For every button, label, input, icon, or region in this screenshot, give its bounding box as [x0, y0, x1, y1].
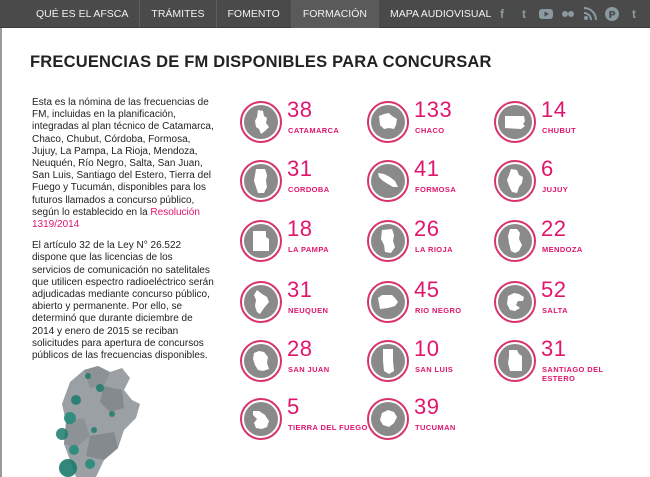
- province-badge: [367, 340, 409, 382]
- nav-item-mapa-audiovisual[interactable]: MAPA AUDIOVISUAL: [389, 8, 492, 20]
- cordoba-map-icon: [251, 167, 271, 195]
- rio-negro-map-icon: [378, 288, 398, 316]
- jujuy-map-icon: [505, 167, 525, 195]
- svg-text:P: P: [608, 10, 616, 21]
- intro-paragraph-2: El artículo 32 de la Ley N° 26.522 dispone que las licencias de los servicios de comunicación no satelitales que utilicen espectro radioeléctrico serán adjudicadas mediante concurso público, abierto y permanente. Por ello, se determinó que durante diciembre de 2014 y enero de 2015 se reciban solicitudes para apertura de concursos públicos de las frecuencias disponibles.: [32, 240, 214, 362]
- tumblr-icon[interactable]: t: [632, 7, 636, 21]
- province-count: 22: [541, 216, 567, 241]
- top-nav-bar: [0, 0, 650, 28]
- province-badge: [494, 340, 536, 382]
- province-count: 31: [287, 156, 313, 181]
- resolucion-link[interactable]: Resolución 1319/2014: [32, 206, 200, 231]
- facebook-icon[interactable]: f: [500, 7, 504, 21]
- province-name: MENDOZA: [542, 245, 583, 254]
- province-card-rio-negro[interactable]: [367, 277, 491, 331]
- province-badge: [494, 220, 536, 262]
- province-name: SAN JUAN: [288, 365, 330, 374]
- province-count: 38: [287, 97, 313, 122]
- province-badge: [240, 340, 282, 382]
- province-badge: [494, 281, 536, 323]
- province-card-salta[interactable]: [494, 277, 618, 331]
- province-badge: [494, 160, 536, 202]
- province-badge: [367, 101, 409, 143]
- chubut-map-icon: [505, 108, 525, 136]
- pinterest-icon[interactable]: [604, 6, 620, 22]
- province-card-mendoza[interactable]: [494, 216, 618, 270]
- catamarca-map-icon: [251, 108, 271, 136]
- social-links: [488, 0, 642, 28]
- salta-map-icon: [505, 288, 525, 316]
- tierra-del-fuego-map-icon: [251, 405, 271, 433]
- formosa-map-icon: [378, 167, 398, 195]
- youtube-icon[interactable]: [538, 6, 554, 22]
- twitter-icon[interactable]: t: [522, 7, 526, 21]
- province-card-catamarca[interactable]: [240, 97, 364, 151]
- province-badge: [367, 398, 409, 440]
- neuquen-map-icon: [251, 288, 271, 316]
- mendoza-map-icon: [505, 227, 525, 255]
- province-card-jujuy[interactable]: [494, 156, 618, 210]
- province-count: 10: [414, 336, 440, 361]
- chaco-map-icon: [378, 108, 398, 136]
- province-count: 31: [541, 336, 567, 361]
- province-badge: [367, 220, 409, 262]
- province-count: 31: [287, 277, 313, 302]
- province-count: 45: [414, 277, 440, 302]
- province-card-san-luis[interactable]: [367, 336, 491, 390]
- nav-item-formacion[interactable]: FORMACIÓN: [292, 0, 379, 28]
- province-card-santiago-del-estero[interactable]: [494, 336, 618, 390]
- tucuman-map-icon: [378, 405, 398, 433]
- province-card-chubut[interactable]: [494, 97, 618, 151]
- province-name: TIERRA DEL FUEGO: [288, 423, 368, 432]
- province-card-san-juan[interactable]: [240, 336, 364, 390]
- province-card-formosa[interactable]: [367, 156, 491, 210]
- province-name: SANTIAGO DEL ESTERO: [542, 365, 604, 383]
- province-count: 18: [287, 216, 313, 241]
- rss-icon[interactable]: [582, 6, 598, 22]
- province-name: SAN LUIS: [415, 365, 454, 374]
- province-count: 52: [541, 277, 567, 302]
- nav-item-que-es-el-afsca[interactable]: QUÉ ES EL AFSCA: [25, 0, 140, 28]
- province-name: FORMOSA: [415, 185, 457, 194]
- province-name: LA PAMPA: [288, 245, 329, 254]
- province-name: CORDOBA: [288, 185, 330, 194]
- province-count: 26: [414, 216, 440, 241]
- intro-text: [32, 97, 214, 371]
- province-count: 39: [414, 394, 440, 419]
- province-card-tierra-del-fuego[interactable]: [240, 394, 368, 448]
- province-badge: [240, 101, 282, 143]
- province-name: JUJUY: [542, 185, 569, 194]
- province-card-la-pampa[interactable]: [240, 216, 364, 270]
- main-menu: [25, 0, 502, 28]
- san-luis-map-icon: [378, 347, 398, 375]
- province-name: CHUBUT: [542, 126, 577, 135]
- province-count: 41: [414, 156, 440, 181]
- page-left-border: [0, 28, 2, 477]
- province-card-chaco[interactable]: [367, 97, 491, 151]
- flickr-icon[interactable]: [560, 6, 576, 22]
- province-badge: [240, 160, 282, 202]
- province-name: NEUQUEN: [288, 306, 329, 315]
- san-juan-map-icon: [251, 347, 271, 375]
- la-rioja-map-icon: [378, 227, 398, 255]
- province-badge: [367, 281, 409, 323]
- province-badge: [367, 160, 409, 202]
- province-name: CATAMARCA: [288, 126, 340, 135]
- nav-item-tramites[interactable]: TRÁMITES: [140, 0, 216, 28]
- province-name: RIO NEGRO: [415, 306, 462, 315]
- page-title: FRECUENCIAS DE FM DISPONIBLES PARA CONCURSAR: [30, 53, 492, 71]
- province-card-neuquen[interactable]: [240, 277, 364, 331]
- la-pampa-map-icon: [251, 227, 271, 255]
- intro-paragraph-1: [32, 97, 214, 231]
- province-count: 5: [287, 394, 300, 419]
- province-name: SALTA: [542, 306, 568, 315]
- province-card-la-rioja[interactable]: [367, 216, 491, 270]
- province-count: 133: [414, 97, 453, 122]
- argentina-map-decoration: [40, 360, 180, 477]
- province-count: 14: [541, 97, 567, 122]
- province-name: TUCUMAN: [415, 423, 456, 432]
- province-name: LA RIOJA: [415, 245, 453, 254]
- province-badge: [240, 398, 282, 440]
- province-count: 28: [287, 336, 313, 361]
- province-card-cordoba[interactable]: [240, 156, 364, 210]
- province-badge: [240, 220, 282, 262]
- province-badge: [240, 281, 282, 323]
- province-count: 6: [541, 156, 554, 181]
- nav-item-fomento[interactable]: FOMENTO: [217, 0, 292, 28]
- province-badge: [494, 101, 536, 143]
- intro-paragraph-1-text: Esta es la nómina de las frecuencias de FM, incluidas en la planificación, integradas al plan técnico de Catamarca, Chaco, Chubut, Córdoba, Formosa, Jujuy, La Pampa, La Rioja, Mendoza, Neuquén, Río Negro, Salta, San Juan, San Luis, Santiago del Estero, Tierra del Fuego y Tucumán, disponibles para los futuros llamados a concurso público, según lo establecido en la: [32, 97, 214, 218]
- province-name: CHACO: [415, 126, 445, 135]
- province-card-tucuman[interactable]: [367, 394, 491, 448]
- santiago-del-estero-map-icon: [505, 347, 525, 375]
